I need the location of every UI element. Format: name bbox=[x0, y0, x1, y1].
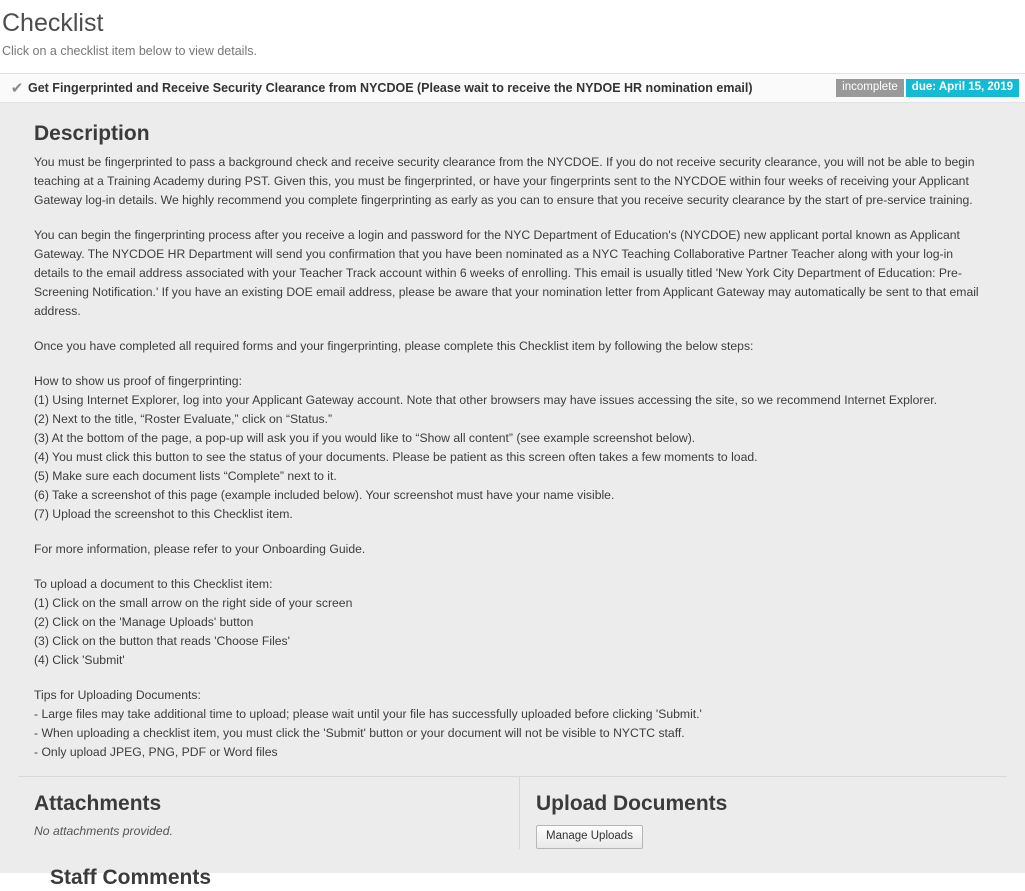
checklist-item-header[interactable] bbox=[0, 74, 1025, 103]
upload-heading: To upload a document to this Checklist item: bbox=[34, 577, 273, 591]
page-subtitle: Click on a checklist item below to view details. bbox=[2, 44, 257, 58]
tip-1: - Large files may take additional time to upload; please wait until your file has successfully uploaded before clicking 'Submit.' bbox=[34, 707, 702, 721]
upload-step-3: (3) Click on the button that reads 'Choose Files' bbox=[34, 634, 290, 648]
proof-step-4: (4) You must click this button to see the status of your documents. Please be patient as this screen often takes a few moments to load. bbox=[34, 450, 758, 464]
badge-group bbox=[836, 79, 1019, 97]
proof-step-5: (5) Make sure each document lists “Complete” next to it. bbox=[34, 469, 337, 483]
proof-step-3: (3) At the bottom of the page, a pop-up will ask you if you would like to “Show all content” (see example screenshot below). bbox=[34, 431, 696, 445]
upload-documents-column bbox=[520, 777, 1007, 849]
upload-step-1: (1) Click on the small arrow on the right side of your screen bbox=[34, 596, 353, 610]
bottom-columns bbox=[18, 777, 1007, 849]
proof-step-7: (7) Upload the screenshot to this Checklist item. bbox=[34, 507, 293, 521]
attachments-column bbox=[18, 777, 520, 849]
tips-heading: Tips for Uploading Documents: bbox=[34, 688, 201, 702]
attachments-heading: Attachments bbox=[34, 792, 162, 815]
checklist-detail-panel bbox=[0, 103, 1025, 889]
proof-step-2: (2) Next to the title, “Roster Evaluate,” click on “Status.” bbox=[34, 412, 333, 426]
checklist-item-title: Get Fingerprinted and Receive Security Clearance from NYCDOE (Please wait to receive the NYDOE HR nomination email) bbox=[28, 81, 753, 95]
proof-step-6: (6) Take a screenshot of this page (example included below). Your screenshot must have your name visible. bbox=[34, 488, 615, 502]
attachments-empty-text: No attachments provided. bbox=[34, 824, 173, 838]
tip-2: - When uploading a checklist item, you must click the 'Submit' button or your document will not be visible to NYCTC staff. bbox=[34, 726, 685, 740]
status-badge: incomplete bbox=[836, 79, 904, 97]
proof-step-1: (1) Using Internet Explorer, log into your Applicant Gateway account. Note that other browsers may have issues accessing the site, so we recommend Internet Explorer. bbox=[34, 393, 937, 407]
upload-step-4: (4) Click 'Submit' bbox=[34, 653, 125, 667]
checklist-page bbox=[0, 8, 1025, 889]
more-info-text: For more information, please refer to your Onboarding Guide. bbox=[34, 542, 366, 556]
upload-documents-heading: Upload Documents bbox=[536, 792, 728, 815]
page-title: Checklist bbox=[2, 9, 104, 37]
manage-uploads-button[interactable]: Manage Uploads bbox=[536, 825, 643, 849]
description-body bbox=[34, 153, 991, 762]
tip-3: - Only upload JPEG, PNG, PDF or Word files bbox=[34, 745, 278, 759]
checklist bbox=[0, 73, 1025, 889]
checkmark-icon: ✔ bbox=[10, 79, 24, 97]
proof-heading: How to show us proof of fingerprinting: bbox=[34, 374, 242, 388]
staff-comments-heading: Staff Comments bbox=[50, 866, 212, 889]
description-paragraph-2: You can begin the fingerprinting process after you receive a login and password for the NYC Department of Education's (NYCDOE) new applicant portal known as Applicant Gateway. The NYCDOE HR Department will send you confirmation that you have been nominated as a NYC Teaching Collaborative Partner Teacher along with your log-in details to the email address associated with your Teacher Track account within 6 weeks of enrolling. This email is usually titled 'New York City Department of Education: Pre-Screening Notification.' If you have an existing DOE email address, please be aware that your nomination letter from Applicant Gateway may automatically be sent to that email address. bbox=[34, 228, 979, 318]
description-heading: Description bbox=[34, 122, 150, 145]
due-date-badge: due: April 15, 2019 bbox=[906, 79, 1019, 97]
description-paragraph-1: You must be fingerprinted to pass a background check and receive security clearance from the NYCDOE. If you do not receive security clearance, you will not be able to begin teaching at a Training Academy during PST. Given this, you must be fingerprinted, or have your fingerprints sent to the NYCDOE within four weeks of receiving your Applicant Gateway log-in details. We highly recommend you complete fingerprinting as early as you can to ensure that you receive security clearance by the start of pre-service training. bbox=[34, 155, 975, 207]
description-paragraph-3: Once you have completed all required forms and your fingerprinting, please complete this Checklist item by following the below steps: bbox=[34, 339, 754, 353]
upload-step-2: (2) Click on the 'Manage Uploads' button bbox=[34, 615, 254, 629]
